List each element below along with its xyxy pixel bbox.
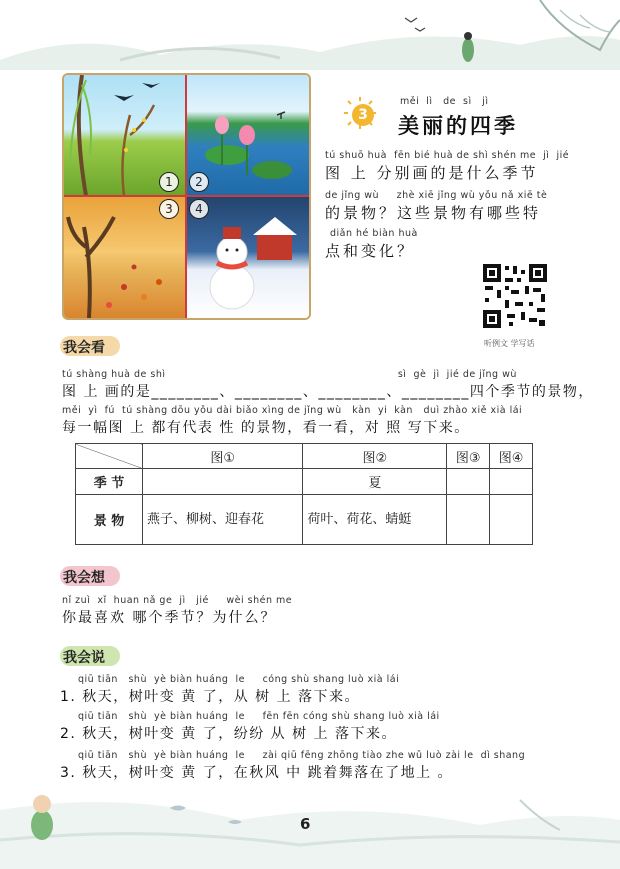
summer-panel xyxy=(187,75,309,196)
qr-code-icon[interactable] xyxy=(481,262,549,330)
season-cell-4[interactable] xyxy=(490,469,533,495)
lesson-title: 美丽的四季 xyxy=(398,114,518,138)
say-line3: 3. 秋天，树叶变 黄 了，在秋风 中 跳着舞落在了地上 。 xyxy=(60,765,454,781)
row-label-season: 季 节 xyxy=(76,469,143,495)
table-header-pic4: 图④ xyxy=(490,444,533,469)
panel-divider-horizontal xyxy=(64,195,309,197)
table-row-season xyxy=(76,469,533,495)
scenery-cell-4[interactable] xyxy=(490,495,533,545)
prompt-pinyin-1: tú shuō huà fēn bié huà de shì shén me jì jié xyxy=(325,150,570,161)
top-landscape-decoration xyxy=(0,0,620,70)
prompt-line-2: 的景物？这些景物有哪些特 xyxy=(325,204,542,222)
row-label-scenery: 景 物 xyxy=(76,495,143,545)
say-line2: 2. 秋天，树叶变 黄 了，纷纷 从 树 上 落下来。 xyxy=(60,726,398,742)
say-heading: 我会说 xyxy=(63,650,105,666)
say-line3-pinyin: qiū tiān shù yè biàn huáng le zài qiū fēng zhōng tiào zhe wǔ luò zài le dì shang xyxy=(78,750,526,761)
page-number: 6 xyxy=(300,815,311,833)
prompt-line-1: 图 上 分别画的是什么季节 xyxy=(325,164,539,182)
table-row-scenery xyxy=(76,495,533,545)
say-line1: 1. 秋天，树叶变 黄 了，从 树 上 落下来。 xyxy=(60,689,361,705)
season-cell-3[interactable] xyxy=(447,469,490,495)
season-cell-1[interactable] xyxy=(143,469,303,495)
lesson-number: 3 xyxy=(352,104,374,126)
scenery-cell-1[interactable]: 燕子、柳树、迎春花 xyxy=(143,495,303,545)
say-line1-pinyin: qiū tiān shù yè biàn huáng le cóng shù shang luò xià lái xyxy=(78,674,400,685)
scenery-cell-3[interactable] xyxy=(447,495,490,545)
scenery-cell-2[interactable]: 荷叶、荷花、蜻蜓 xyxy=(303,495,447,545)
winter-panel xyxy=(187,197,309,318)
think-pinyin: nǐ zuì xǐ huan nǎ ge jì jié wèi shén me xyxy=(62,595,293,606)
table-header-pic2: 图② xyxy=(303,444,447,469)
title-pinyin: měi lì de sì jì xyxy=(400,96,489,107)
prompt-pinyin-3: diǎn hé biàn huà xyxy=(330,228,418,239)
think-heading: 我会想 xyxy=(63,570,105,586)
think-question: 你最喜欢 哪个季节？为什么？ xyxy=(62,610,277,626)
panel-number-1: 1 xyxy=(159,172,179,192)
autumn-panel xyxy=(64,197,186,318)
table-header-pic3: 图③ xyxy=(447,444,490,469)
four-seasons-picture xyxy=(62,73,311,320)
spring-panel xyxy=(64,75,186,196)
table-corner-cell xyxy=(76,444,143,469)
say-line2-pinyin: qiū tiān shù yè biàn huáng le fēn fēn cóng shù shang luò xià lái xyxy=(78,711,440,722)
season-cell-2[interactable]: 夏 xyxy=(303,469,447,495)
prompt-pinyin-2: de jǐng wù zhè xiē jǐng wù yǒu nǎ xiē tè xyxy=(325,190,548,201)
table-header-row xyxy=(76,444,533,469)
panel-number-3: 3 xyxy=(159,199,179,219)
look-line1: 图 上 画的是________、________、________、________四个季节的景物， xyxy=(62,384,594,400)
panel-number-2: 2 xyxy=(189,172,209,192)
season-table xyxy=(75,443,533,545)
look-line1-pinyin: tú shàng huà de shì sì gè jì jié de jǐng wù xyxy=(62,369,517,380)
look-line2-pinyin: měi yì fú tú shàng dōu yǒu dài biǎo xìng de jǐng wù kàn yi kàn duì zhào xiě xià lái xyxy=(62,405,523,416)
prompt-line-3: 点和变化？ xyxy=(325,242,416,260)
table-header-pic1: 图① xyxy=(143,444,303,469)
qr-caption: 听例文 学写话 xyxy=(484,339,535,348)
panel-number-4: 4 xyxy=(189,199,209,219)
look-line2: 每一幅图 上 都有代表 性 的景物，看一看，对 照 写下来。 xyxy=(62,420,470,436)
look-heading: 我会看 xyxy=(63,340,105,356)
